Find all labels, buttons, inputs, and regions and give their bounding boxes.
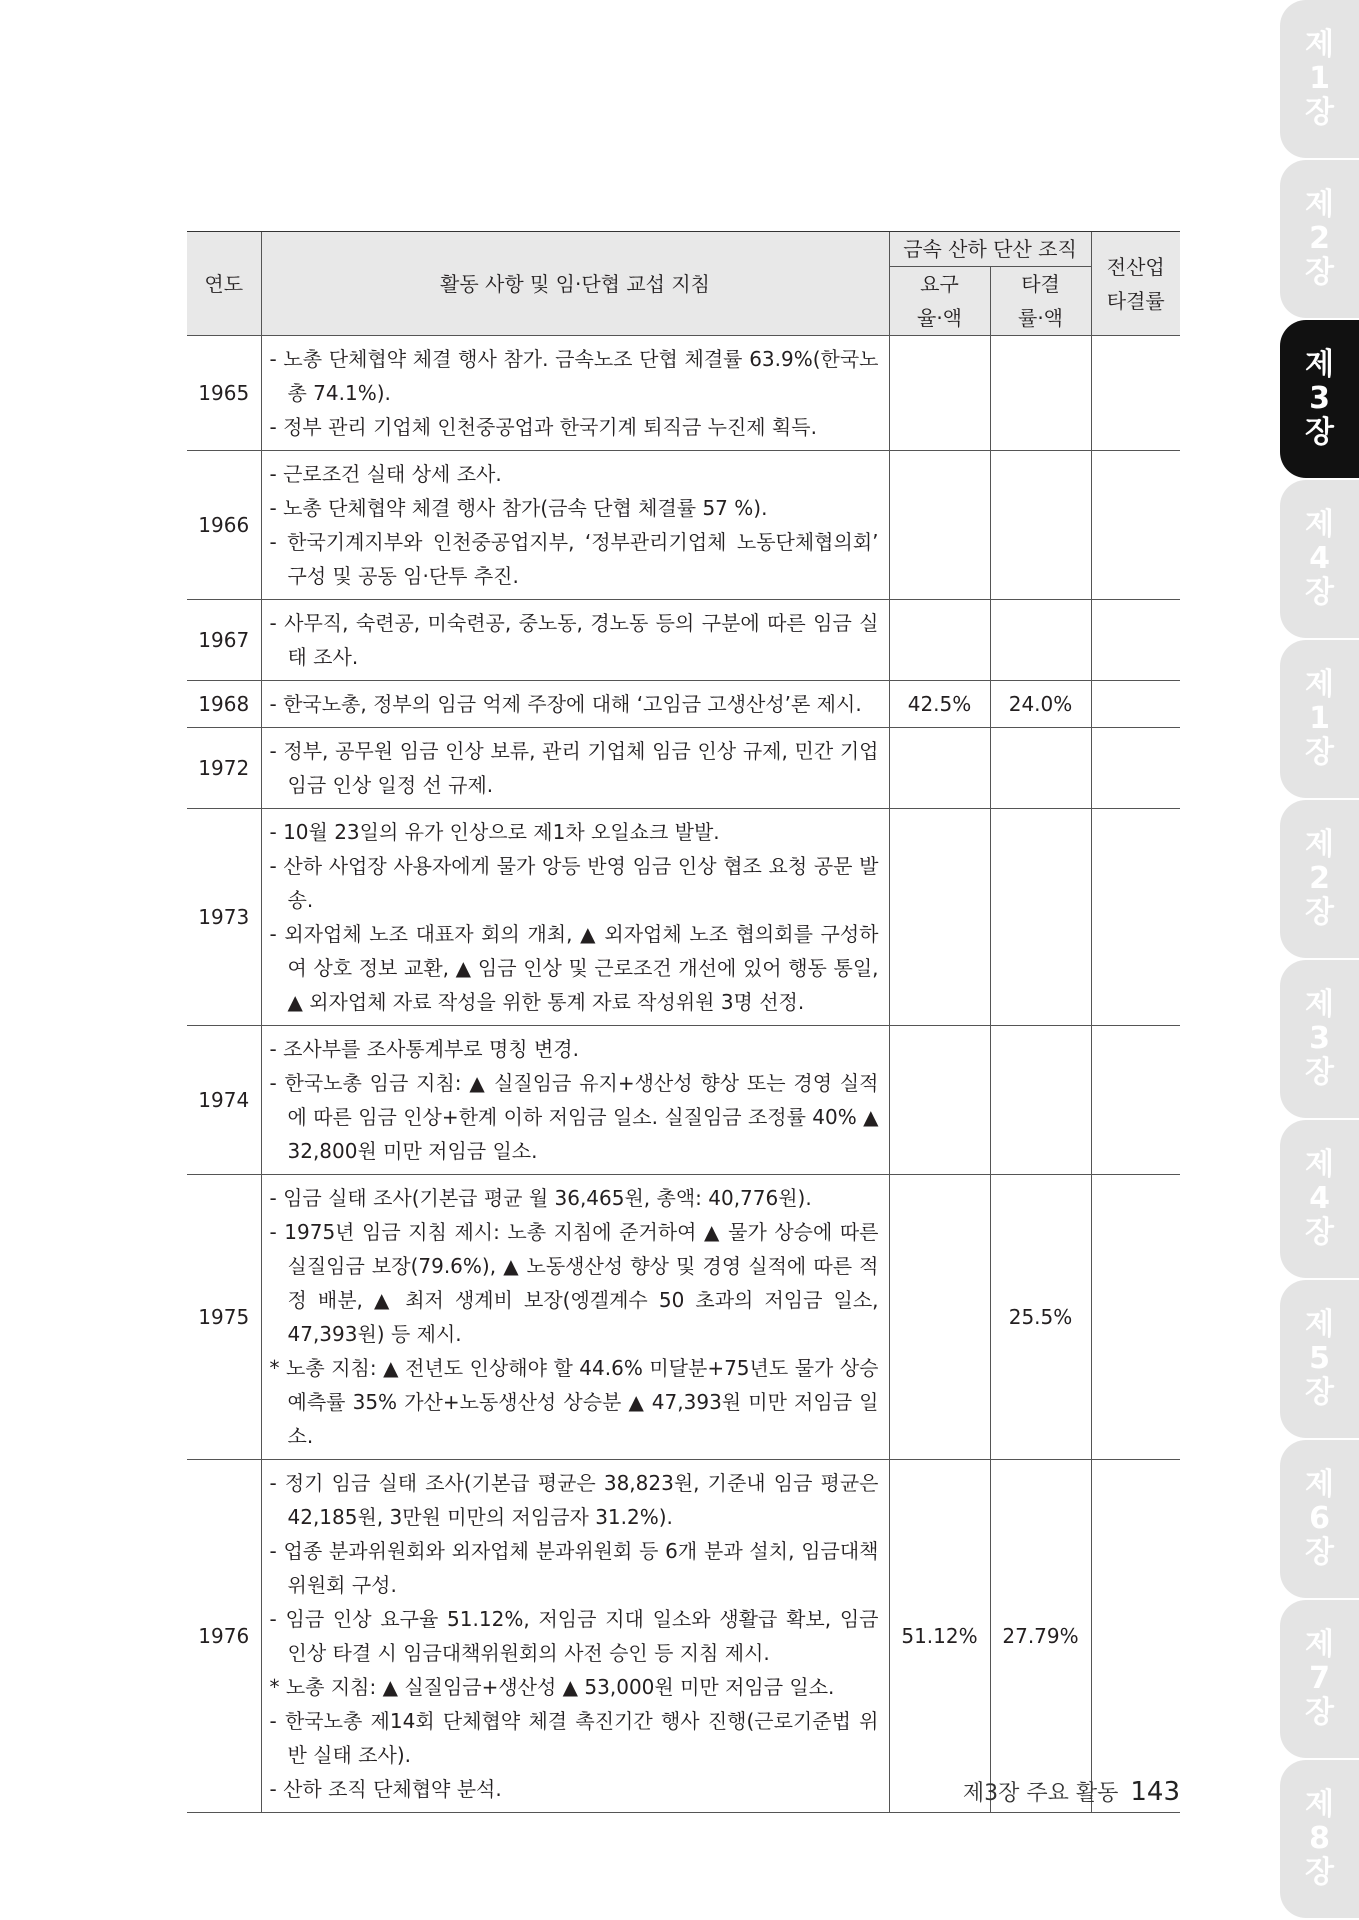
chapter-tab-prefix: 제 [1305, 827, 1334, 862]
row-settle-rate [990, 728, 1091, 809]
row-year: 1967 [187, 600, 261, 681]
chapter-tab-number: 2 [1309, 221, 1330, 256]
row-year: 1965 [187, 336, 261, 451]
row-all-industry-rate [1091, 681, 1180, 728]
table-row [187, 1460, 1180, 1813]
chapter-tab-prefix: 제 [1305, 1787, 1334, 1822]
activity-line: - 조사부를 조사통계부로 명칭 변경. [269, 1037, 579, 1061]
row-demand-rate [889, 728, 990, 809]
chapter-tab-number: 4 [1309, 1181, 1330, 1216]
chapter-tab[interactable] [1280, 1280, 1359, 1438]
chapter-tab-prefix: 제 [1305, 987, 1334, 1022]
row-settle-rate [990, 336, 1091, 451]
table-row [187, 681, 1180, 728]
activity-line: * 노총 지침: ▲ 전년도 인상해야 할 44.6% 미달분+75년도 물가 상승 예측률 35% 가산+노동생산성 상승분 ▲ 47,393원 미만 저임금 일소. [269, 1356, 879, 1448]
chapter-tab-number: 1 [1309, 701, 1330, 736]
chapter-tab-prefix: 제 [1305, 1467, 1334, 1502]
activity-line: - 1975년 임금 지침 제시: 노총 지침에 준거하여 ▲ 물가 상승에 따른 실질임금 보장(79.6%), ▲ 노동생산성 향상 및 경영 실적에 따른 적정 배분, ▲ 최저 생계비 보장(엥겔계수 50 초과의 저임금 일소, 47,393원) 등 제시. [269, 1220, 879, 1346]
row-activities [261, 809, 889, 1026]
activity-line: - 노총 단체협약 체결 행사 참가(금속 단협 체결률 57 %). [269, 496, 768, 520]
row-all-industry-rate [1091, 728, 1180, 809]
activity-line: - 한국노총 제14회 단체협약 체결 촉진기간 행사 진행(근로기준법 위반 실태 조사). [269, 1709, 879, 1767]
activity-line: - 정부, 공무원 임금 인상 보류, 관리 기업체 임금 인상 규제, 민간 기업 임금 인상 일정 선 규제. [269, 739, 879, 797]
row-year: 1974 [187, 1026, 261, 1175]
chapter-tab-number: 6 [1309, 1501, 1330, 1536]
chapter-tab-number: 3 [1309, 381, 1330, 416]
row-settle-rate [990, 1026, 1091, 1175]
row-demand-rate: 42.5% [889, 681, 990, 728]
header-all-industry: 전산업 타결률 [1091, 232, 1180, 336]
chapter-tab-number: 7 [1309, 1661, 1330, 1696]
row-settle-rate: 25.5% [990, 1175, 1091, 1460]
row-activities [261, 1460, 889, 1813]
row-all-industry-rate [1091, 1460, 1180, 1813]
activity-table [187, 231, 1180, 1813]
row-activities [261, 728, 889, 809]
row-activities [261, 1026, 889, 1175]
chapter-tab-prefix: 제 [1305, 1147, 1334, 1182]
chapter-tab[interactable] [1280, 1440, 1359, 1598]
activity-line: - 10월 23일의 유가 인상으로 제1차 오일쇼크 발발. [269, 820, 720, 844]
header-metal-group: 금속 산하 단산 조직 [889, 232, 1091, 267]
row-demand-rate [889, 600, 990, 681]
footer-section: 제3장 주요 활동 [962, 1781, 1119, 1806]
chapter-tab-suffix: 장 [1305, 575, 1334, 610]
activity-line: - 한국노총 임금 지침: ▲ 실질임금 유지+생산성 향상 또는 경영 실적에 따른 임금 인상+한계 이하 저임금 일소. 실질임금 조정률 40% ▲ 32,800원 미만 저임금 일소. [269, 1071, 879, 1163]
header-activity: 활동 사항 및 임·단협 교섭 지침 [261, 232, 889, 336]
chapter-tab-prefix: 제 [1305, 27, 1334, 62]
table-row [187, 809, 1180, 1026]
table-row [187, 600, 1180, 681]
row-settle-rate [990, 600, 1091, 681]
row-year: 1976 [187, 1460, 261, 1813]
activity-line: - 산하 조직 단체협약 분석. [269, 1777, 502, 1801]
row-all-industry-rate [1091, 451, 1180, 600]
chapter-tab-suffix: 장 [1305, 1375, 1334, 1410]
activity-line: - 노총 단체협약 체결 행사 참가. 금속노조 단협 체결률 63.9%(한국노총 74.1%). [269, 347, 879, 405]
chapter-tab-prefix: 제 [1305, 1627, 1334, 1662]
activity-line: - 외자업체 노조 대표자 회의 개최, ▲ 외자업체 노조 협의회를 구성하여 상호 정보 교환, ▲ 임금 인상 및 근로조건 개선에 있어 행동 통일, ▲ 외자업체 자료 작성을 위한 통계 자료 작성위원 3명 선정. [269, 922, 879, 1014]
row-activities [261, 336, 889, 451]
row-activities [261, 600, 889, 681]
activity-line: - 임금 인상 요구율 51.12%, 저임금 지대 일소와 생활급 확보, 임금 인상 타결 시 임금대책위원회의 사전 승인 등 지침 제시. [269, 1607, 879, 1665]
chapter-tab-number: 1 [1309, 61, 1330, 96]
chapter-tab-prefix: 제 [1305, 507, 1334, 542]
row-year: 1975 [187, 1175, 261, 1460]
header-demand: 요구 율·액 [889, 267, 990, 336]
chapter-tab-suffix: 장 [1305, 1695, 1334, 1730]
activity-line: - 한국노총, 정부의 임금 억제 주장에 대해 ‘고임금 고생산성’론 제시. [269, 692, 862, 716]
chapter-tab-suffix: 장 [1305, 735, 1334, 770]
chapter-tab-number: 3 [1309, 1021, 1330, 1056]
chapter-tab[interactable] [1280, 480, 1359, 638]
chapter-tab-prefix: 제 [1305, 187, 1334, 222]
table-row [187, 728, 1180, 809]
row-year: 1968 [187, 681, 261, 728]
activity-line: - 한국기계지부와 인천중공업지부, ‘정부관리기업체 노동단체협의회’ 구성 및 공동 임·단투 추진. [269, 530, 879, 588]
table-row [187, 336, 1180, 451]
row-demand-rate [889, 1026, 990, 1175]
chapter-tab-suffix: 장 [1305, 1055, 1334, 1090]
table-row [187, 451, 1180, 600]
chapter-tab-prefix: 제 [1305, 347, 1334, 382]
chapter-tab[interactable] [1280, 1760, 1359, 1918]
chapter-tab-number: 4 [1309, 541, 1330, 576]
chapter-tab-number: 5 [1309, 1341, 1330, 1376]
table-row [187, 1026, 1180, 1175]
chapter-tab-number: 2 [1309, 861, 1330, 896]
chapter-tab[interactable] [1280, 800, 1359, 958]
header-settle: 타결 률·액 [990, 267, 1091, 336]
row-year: 1966 [187, 451, 261, 600]
row-settle-rate [990, 809, 1091, 1026]
chapter-tab-prefix: 제 [1305, 667, 1334, 702]
row-all-industry-rate [1091, 809, 1180, 1026]
chapter-tab-suffix: 장 [1305, 95, 1334, 130]
chapter-tab[interactable] [1280, 160, 1359, 318]
chapter-tab[interactable] [1280, 320, 1359, 478]
chapter-tab-suffix: 장 [1305, 1855, 1334, 1890]
chapter-tab[interactable] [1280, 0, 1359, 158]
row-settle-rate [990, 451, 1091, 600]
activity-line: * 노총 지침: ▲ 실질임금+생산성 ▲ 53,000원 미만 저임금 일소. [269, 1675, 835, 1699]
row-activities [261, 681, 889, 728]
chapter-tab-suffix: 장 [1305, 1535, 1334, 1570]
row-demand-rate [889, 451, 990, 600]
row-year: 1972 [187, 728, 261, 809]
row-year: 1973 [187, 809, 261, 1026]
row-demand-rate [889, 809, 990, 1026]
row-activities [261, 451, 889, 600]
row-demand-rate [889, 336, 990, 451]
chapter-tab-prefix: 제 [1305, 1307, 1334, 1342]
activity-line: - 산하 사업장 사용자에게 물가 앙등 반영 임금 인상 협조 요청 공문 발송. [269, 854, 879, 912]
chapter-tab-suffix: 장 [1305, 1215, 1334, 1250]
activity-line: - 정부 관리 기업체 인천중공업과 한국기계 퇴직금 누진제 획득. [269, 415, 817, 439]
row-demand-rate: 51.12% [889, 1460, 990, 1813]
row-all-industry-rate [1091, 1175, 1180, 1460]
row-settle-rate: 27.79% [990, 1460, 1091, 1813]
chapter-tab[interactable] [1280, 640, 1359, 798]
row-demand-rate [889, 1175, 990, 1460]
header-year: 연도 [187, 232, 261, 336]
activity-line: - 정기 임금 실태 조사(기본급 평균은 38,823원, 기준내 임금 평균은 42,185원, 3만원 미만의 저임금자 31.2%). [269, 1471, 879, 1529]
row-all-industry-rate [1091, 336, 1180, 451]
page-number: 143 [1130, 1777, 1180, 1807]
chapter-tab-suffix: 장 [1305, 415, 1334, 450]
row-activities [261, 1175, 889, 1460]
row-settle-rate: 24.0% [990, 681, 1091, 728]
chapter-tab[interactable] [1280, 1120, 1359, 1278]
chapter-tab[interactable] [1280, 1600, 1359, 1758]
activity-line: - 근로조건 실태 상세 조사. [269, 462, 502, 486]
chapter-tab-suffix: 장 [1305, 255, 1334, 290]
page-footer [960, 1776, 1180, 1807]
row-all-industry-rate [1091, 600, 1180, 681]
activity-line: - 임금 실태 조사(기본급 평균 월 36,465원, 총액: 40,776원). [269, 1186, 812, 1210]
row-all-industry-rate [1091, 1026, 1180, 1175]
activity-line: - 업종 분과위원회와 외자업체 분과위원회 등 6개 분과 설치, 임금대책위원회 구성. [269, 1539, 879, 1597]
table-row [187, 1175, 1180, 1460]
chapter-tab-number: 8 [1309, 1821, 1330, 1856]
chapter-tab[interactable] [1280, 960, 1359, 1118]
chapter-tab-suffix: 장 [1305, 895, 1334, 930]
activity-line: - 사무직, 숙련공, 미숙련공, 중노동, 경노동 등의 구분에 따른 임금 실태 조사. [269, 611, 879, 669]
